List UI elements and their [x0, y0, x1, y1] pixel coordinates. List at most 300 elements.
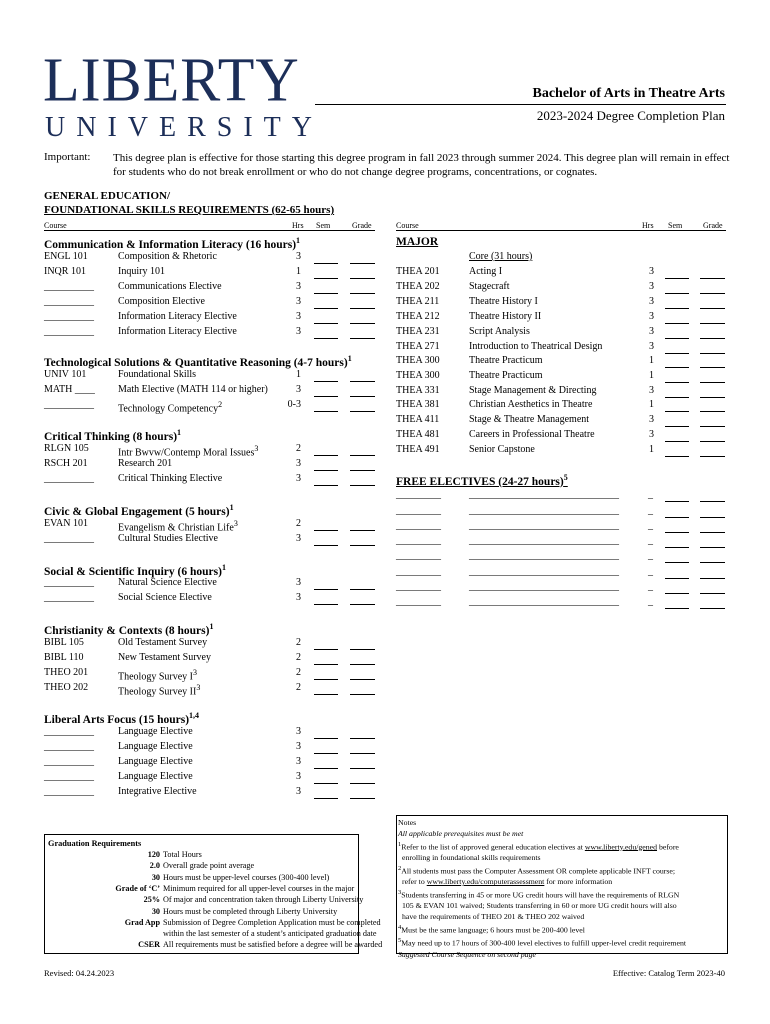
section-title-sup: 1 [209, 622, 214, 631]
major-course-code: THEA 481 [396, 429, 440, 440]
gen-ed-hours: 2 [296, 682, 301, 693]
grade-blank[interactable] [700, 569, 725, 579]
gen-ed-hours: 3 [296, 533, 301, 544]
important-label: Important: [44, 151, 91, 163]
free-elective-name-blank[interactable]: ______________________________ [469, 535, 619, 546]
major-course-code: THEA 491 [396, 444, 440, 455]
grade-blank-cell [350, 592, 375, 610]
grad-title: Graduation Requirements [48, 839, 142, 848]
grade-blank[interactable] [350, 655, 375, 665]
semester-blank[interactable] [665, 584, 689, 594]
course-name-text: Composition Elective [118, 296, 205, 307]
grade-blank[interactable] [350, 521, 375, 531]
grade-blank[interactable] [700, 299, 725, 309]
grade-blank[interactable] [700, 523, 725, 533]
major-course-name: Theatre History II [469, 311, 542, 322]
major-course-name: Stage Management & Directing [469, 385, 597, 396]
semester-blank[interactable] [314, 640, 338, 650]
grade-blank[interactable] [700, 269, 725, 279]
gen-ed-course-name [118, 518, 238, 534]
grade-blank[interactable] [350, 387, 375, 397]
grade-blank[interactable] [350, 744, 375, 754]
free-elective-hours-blank[interactable]: _ [648, 505, 653, 516]
note-5: $^5$May need up to 17 hours of 300-400 level electives to fulfill upper-level credit requirement [398, 937, 687, 948]
grade-blank[interactable] [700, 284, 725, 294]
gen-ed-course-code: __________ [44, 296, 94, 307]
semester-blank[interactable] [314, 372, 338, 382]
major-course-code: THEA 300 [396, 370, 440, 381]
semester-blank-cell [314, 533, 338, 551]
gen-ed-course-code: INQR 101 [44, 266, 86, 277]
grade-blank[interactable] [350, 759, 375, 769]
grade-blank[interactable] [350, 685, 375, 695]
semester-blank[interactable] [314, 536, 338, 546]
grad-requirement-line [45, 917, 381, 927]
grad-requirement-line [45, 929, 377, 939]
grade-blank[interactable] [350, 254, 375, 264]
major-col-hrs-header: Hrs [642, 221, 654, 230]
gen-ed-hours: 3 [296, 296, 301, 307]
semester-blank[interactable] [314, 314, 338, 324]
major-col-sem-header: Sem [668, 221, 683, 230]
gen-ed-course-name [118, 682, 200, 698]
note-3-text: Students transferring in 45 or more UG credit hours will have the requirements of RLGN [401, 890, 680, 900]
grad-requirement-line [45, 940, 383, 950]
gen-ed-course-name [118, 756, 193, 768]
grade-blank[interactable] [700, 599, 725, 609]
semester-blank[interactable] [665, 344, 689, 354]
grade-blank[interactable] [700, 373, 725, 383]
gen-ed-heading-2: FOUNDATIONAL SKILLS REQUIREMENTS (62-65 hours) [44, 204, 335, 216]
course-name-text: Language Elective [118, 756, 193, 767]
grade-blank[interactable] [350, 729, 375, 739]
semester-blank-cell [314, 682, 338, 700]
semester-blank[interactable] [665, 508, 689, 518]
notes-title: Notes [398, 818, 417, 827]
semester-blank[interactable] [314, 521, 338, 531]
gen-ed-course-name [118, 266, 165, 278]
course-name-text: Theology Survey I [118, 671, 193, 683]
major-hours: 3 [649, 326, 654, 337]
grade-blank[interactable] [700, 432, 725, 442]
grade-blank[interactable] [700, 344, 725, 354]
free-elective-hours-blank[interactable]: _ [648, 535, 653, 546]
grad-requirement-line [45, 850, 358, 859]
section-title-sup: 1 [177, 428, 182, 437]
note-5-text: May need up to 17 hours of 300-400 level electives to fulfill upper-level credit requirement [401, 938, 687, 948]
gen-ed-hours: 3 [296, 756, 301, 767]
semester-blank[interactable] [665, 523, 689, 533]
grade-blank[interactable] [350, 314, 375, 324]
grade-blank-cell [350, 473, 375, 491]
grade-blank[interactable] [700, 388, 725, 398]
section-title-sup: 1,4 [189, 711, 200, 720]
grade-blank[interactable] [350, 595, 375, 605]
grade-blank[interactable] [350, 580, 375, 590]
major-course-code: THEA 331 [396, 385, 440, 396]
gen-ed-course-name [118, 281, 222, 293]
gen-ed-hours: 3 [296, 741, 301, 752]
course-name-text: Language Elective [118, 771, 193, 782]
free-elective-course-blank[interactable]: _________ [396, 581, 441, 592]
semester-blank[interactable] [665, 269, 689, 279]
gen-ed-section-heading [44, 622, 213, 637]
gen-ed-course-code: __________ [44, 473, 94, 484]
section-title: Critical Thinking (8 hours) [44, 430, 178, 443]
gen-ed-course-name [118, 443, 258, 459]
gen-ed-course-code: __________ [44, 771, 94, 782]
grade-blank[interactable] [700, 538, 725, 548]
semester-blank[interactable] [314, 670, 338, 680]
grade-blank-cell [350, 682, 375, 700]
free-elective-name-blank[interactable]: ______________________________ [469, 505, 619, 516]
gen-ed-course-code: __________ [44, 592, 94, 603]
major-hours: 1 [649, 370, 654, 381]
grade-blank[interactable] [700, 329, 725, 339]
grade-blank[interactable] [700, 314, 725, 324]
gen-ed-hours: 3 [296, 458, 301, 469]
free-electives-sup: 5 [563, 473, 568, 482]
section-title: Communication & Information Literacy (16 hours) [44, 238, 297, 251]
gened-link[interactable]: www.liberty.edu/gened [584, 842, 658, 852]
grade-blank[interactable] [350, 269, 375, 279]
semester-blank[interactable] [665, 417, 689, 427]
free-elective-course-blank[interactable]: _________ [396, 489, 441, 500]
semester-blank-cell [314, 786, 338, 804]
section-title-sup: 1 [347, 354, 352, 363]
grad-requirement-text: Minimum required for all upper-level courses in the major [163, 883, 355, 893]
notes-outro: Suggested Course Sequence on second page [398, 949, 536, 959]
major-hours: 3 [649, 414, 654, 425]
semester-blank[interactable] [314, 461, 338, 471]
semester-blank[interactable] [314, 284, 338, 294]
free-elective-hours-blank[interactable]: _ [648, 550, 653, 561]
gen-ed-course-name [118, 667, 197, 683]
semester-blank-cell [314, 473, 338, 491]
gen-ed-hours: 2 [296, 637, 301, 648]
semester-blank[interactable] [314, 655, 338, 665]
semester-blank[interactable] [314, 729, 338, 739]
gen-ed-course-code: ENGL 101 [44, 251, 88, 262]
major-course-name: Stagecraft [469, 281, 510, 292]
gen-ed-course-name [118, 533, 218, 545]
col-hrs-header: Hrs [292, 221, 304, 230]
gen-ed-hours: 3 [296, 384, 301, 395]
gen-ed-course-name [118, 786, 197, 798]
course-name-text: Inquiry 101 [118, 266, 165, 277]
semester-blank[interactable] [665, 388, 689, 398]
gen-ed-section-heading [44, 503, 234, 518]
note-3-cont-2: have the requirements of THEO 201 & THEO 202 waived [402, 912, 585, 922]
grade-blank[interactable] [700, 508, 725, 518]
grade-blank[interactable] [350, 789, 375, 799]
note-2-text: All students must pass the Computer Assessment OR complete applicable INFT course; [401, 866, 676, 876]
gen-ed-hours: 3 [296, 311, 301, 322]
gen-ed-course-name [118, 726, 193, 738]
grade-blank[interactable] [350, 446, 375, 456]
course-name-text: Old Testament Survey [118, 637, 208, 648]
note-2: $^2$All students must pass the Computer Assessment OR complete applicable INFT course; [398, 864, 676, 876]
important-text: This degree plan is effective for those starting this degree program in fall 2023 through summer 2024. This degree plan will remain in effect for students who do not break enrollment or who do not change degree programs, concentrations, or cognates. [113, 152, 730, 178]
semester-blank[interactable] [314, 476, 338, 486]
major-hours: 3 [649, 266, 654, 277]
gen-ed-header-rule [44, 230, 375, 231]
semester-blank[interactable] [314, 744, 338, 754]
course-name-sup: 2 [218, 400, 223, 409]
course-name-text: Language Elective [118, 726, 193, 737]
course-name-text: Foundational Skills [118, 369, 197, 380]
major-course-code: THEA 271 [396, 341, 440, 352]
gen-ed-course-code: BIBL 105 [44, 637, 84, 648]
grade-blank[interactable] [350, 670, 375, 680]
gen-ed-course-code: THEO 201 [44, 667, 89, 678]
major-course-code: THEA 212 [396, 311, 440, 322]
title-divider [315, 104, 726, 105]
gen-ed-course-code: __________ [44, 326, 94, 337]
computer-assessment-link[interactable]: www.liberty.edu/computerassessment [426, 877, 545, 887]
grade-blank[interactable] [350, 774, 375, 784]
course-name-text: Composition & Rhetoric [118, 251, 217, 262]
gen-ed-course-name [118, 637, 207, 649]
semester-blank[interactable] [665, 358, 689, 368]
grad-requirement-line [45, 907, 358, 916]
major-course-code: THEA 201 [396, 266, 440, 277]
grad-requirement-key: 30 [151, 872, 160, 882]
major-hours: 3 [649, 429, 654, 440]
semester-blank[interactable] [665, 299, 689, 309]
free-elective-hours-blank[interactable]: _ [648, 581, 653, 592]
note-4: $^4$Must be the same language; 6 hours must be 200-400 level [398, 923, 585, 935]
major-course-name: Senior Capstone [469, 444, 535, 455]
major-col-course-header: Course [396, 221, 419, 230]
major-course-name: Stage & Theatre Management [469, 414, 590, 425]
free-elective-hours-blank[interactable]: _ [648, 520, 653, 531]
free-elective-name-blank[interactable]: ______________________________ [469, 550, 619, 561]
major-col-grade-header: Grade [703, 221, 723, 230]
grad-requirement-text: Total Hours [163, 850, 202, 859]
note-2-text-c: for more information [544, 877, 613, 887]
course-name-text: Information Literacy Elective [118, 326, 237, 337]
grade-blank[interactable] [350, 461, 375, 471]
grade-blank[interactable] [350, 476, 375, 486]
section-title: Civic & Global Engagement (5 hours) [44, 505, 230, 518]
free-elective-hours-blank[interactable]: _ [648, 489, 653, 500]
semester-blank[interactable] [314, 774, 338, 784]
col-course-header: Course [44, 221, 67, 230]
free-elective-course-blank[interactable]: _________ [396, 596, 441, 607]
grade-blank[interactable] [350, 329, 375, 339]
grad-requirement-key: Grad App [124, 917, 160, 927]
course-name-text: Natural Science Elective [118, 577, 217, 588]
free-elective-course-blank[interactable]: _________ [396, 550, 441, 561]
grade-blank[interactable] [350, 402, 375, 412]
free-electives-heading [396, 473, 568, 488]
semester-blank[interactable] [314, 685, 338, 695]
note-2-cont [398, 877, 726, 888]
free-elective-name-blank[interactable]: ______________________________ [469, 489, 619, 500]
course-name-sup: 3 [254, 444, 259, 453]
major-hours: 3 [649, 281, 654, 292]
major-course-name: Theatre Practicum [469, 355, 543, 366]
page-subtitle: 2023-2024 Degree Completion Plan [536, 108, 725, 123]
gen-ed-heading-1: GENERAL EDUCATION/ [44, 190, 171, 202]
col-grade-header: Grade [352, 221, 372, 230]
note-2-text-b: refer to [402, 877, 427, 887]
liberty-logo-wordmark: LIBERTY [43, 44, 300, 115]
major-course-code: THEA 411 [396, 414, 440, 425]
grade-blank[interactable] [350, 536, 375, 546]
semester-blank[interactable] [314, 387, 338, 397]
semester-blank[interactable] [665, 329, 689, 339]
semester-blank[interactable] [314, 299, 338, 309]
course-name-text: Integrative Elective [118, 786, 197, 797]
grad-requirement-key: 30 [151, 906, 160, 916]
gen-ed-hours: 0-3 [287, 399, 301, 410]
gen-ed-course-name [118, 652, 211, 664]
gen-ed-course-name [118, 771, 193, 783]
major-header-rule [396, 230, 726, 231]
free-elective-name-blank[interactable]: ______________________________ [469, 566, 619, 577]
semester-blank[interactable] [665, 569, 689, 579]
grade-blank[interactable] [700, 358, 725, 368]
note-3-cont-1: 105 & EVAN 101 waived; Students transferring in 60 or more UG credit hours will also [402, 901, 677, 911]
semester-blank[interactable] [665, 314, 689, 324]
major-hours: 3 [649, 385, 654, 396]
gen-ed-course-code: __________ [44, 741, 94, 752]
free-elective-hours-blank[interactable]: _ [648, 596, 653, 607]
major-hours: 3 [649, 296, 654, 307]
semester-blank[interactable] [314, 446, 338, 456]
major-course-code: THEA 211 [396, 296, 440, 307]
free-elective-course-blank[interactable]: _________ [396, 535, 441, 546]
effective-term: Effective: Catalog Term 2023-40 [612, 968, 725, 978]
course-name-text: Intr Bwvw/Contemp Moral Issues [118, 447, 255, 459]
semester-blank[interactable] [665, 553, 689, 563]
semester-blank[interactable] [314, 329, 338, 339]
semester-blank-cell [314, 592, 338, 610]
semester-blank[interactable] [314, 595, 338, 605]
gen-ed-hours: 2 [296, 518, 301, 529]
gen-ed-section-heading [44, 236, 300, 251]
gen-ed-course-name [118, 326, 237, 338]
note-1-text-b: before [657, 842, 679, 852]
semester-blank[interactable] [314, 269, 338, 279]
semester-blank[interactable] [665, 599, 689, 609]
grad-requirement-line [45, 873, 358, 882]
free-elective-course-blank[interactable]: _________ [396, 566, 441, 577]
gen-ed-course-name [118, 473, 222, 485]
grade-blank[interactable] [700, 417, 725, 427]
free-elective-name-blank[interactable]: ______________________________ [469, 596, 619, 607]
gen-ed-hours: 3 [296, 771, 301, 782]
major-hours: 1 [649, 444, 654, 455]
semester-blank-cell [314, 399, 338, 417]
grad-requirement-key: CSER [138, 940, 160, 950]
grade-blank[interactable] [700, 447, 725, 457]
grade-blank-cell [350, 786, 375, 804]
gen-ed-section-heading [44, 354, 352, 369]
grade-blank[interactable] [700, 402, 725, 412]
gen-ed-hours: 3 [296, 326, 301, 337]
course-name-text: Evangelism & Christian Life [118, 522, 234, 534]
grade-blank[interactable] [700, 553, 725, 563]
gen-ed-course-code: RLGN 105 [44, 443, 89, 454]
grad-requirement-line [45, 861, 358, 870]
semester-blank[interactable] [314, 254, 338, 264]
major-hours: 3 [649, 311, 654, 322]
gen-ed-hours: 3 [296, 592, 301, 603]
major-course-code: THEA 231 [396, 326, 440, 337]
gen-ed-course-code: THEO 202 [44, 682, 89, 693]
major-course-code: THEA 381 [396, 399, 440, 410]
semester-blank[interactable] [314, 402, 338, 412]
free-elective-name-blank[interactable]: ______________________________ [469, 581, 619, 592]
semester-blank[interactable] [665, 402, 689, 412]
semester-blank[interactable] [665, 284, 689, 294]
gen-ed-course-name [118, 592, 212, 604]
course-name-text: Theology Survey II [118, 686, 197, 698]
graduation-requirements-box [44, 834, 383, 954]
major-course-code: THEA 300 [396, 355, 440, 366]
semester-blank[interactable] [665, 432, 689, 442]
note-3: $^3$Students transferring in 45 or more UG credit hours will have the requirements of RLGN [398, 888, 680, 900]
free-elective-hours-blank[interactable]: _ [648, 566, 653, 577]
semester-blank[interactable] [314, 759, 338, 769]
grade-blank[interactable] [700, 584, 725, 594]
semester-blank[interactable] [665, 373, 689, 383]
free-electives-title: FREE ELECTIVES (24-27 hours) [396, 475, 564, 488]
grade-blank[interactable] [700, 492, 725, 502]
section-title-sup: 1 [221, 563, 226, 572]
course-name-text: New Testament Survey [118, 652, 211, 663]
grad-requirement-key: Grade of ‘C’ [115, 883, 160, 893]
grad-requirement-text: Submission of Degree Completion Application must be completed [163, 917, 381, 927]
grade-blank[interactable] [350, 284, 375, 294]
semester-blank[interactable] [665, 447, 689, 457]
course-name-text: Critical Thinking Elective [118, 473, 223, 484]
semester-blank[interactable] [665, 538, 689, 548]
section-title: Liberal Arts Focus (15 hours) [44, 713, 190, 726]
note-1: $^1$Refer to the list of approved general education electives at www.liberty.edu/gened before [398, 840, 679, 852]
gen-ed-course-name [118, 577, 217, 589]
major-hours: 3 [649, 341, 654, 352]
major-course-name: Careers in Professional Theatre [469, 429, 595, 440]
grade-blank[interactable] [350, 372, 375, 382]
gen-ed-hours: 1 [296, 266, 301, 277]
gen-ed-hours: 3 [296, 473, 301, 484]
gen-ed-course-name [118, 399, 222, 415]
note-4-text: Must be the same language; 6 hours must be 200-400 level [401, 925, 585, 935]
grade-blank[interactable] [350, 640, 375, 650]
gen-ed-course-name [118, 741, 193, 753]
grad-requirement-text: Hours must be upper-level courses (300-400 level) [163, 872, 330, 882]
gen-ed-course-code: EVAN 101 [44, 518, 88, 529]
section-title: Christianity & Contexts (8 hours) [44, 624, 210, 637]
free-elective-course-blank[interactable]: _________ [396, 520, 441, 531]
section-title-sup: 1 [229, 503, 234, 512]
gen-ed-course-code: __________ [44, 577, 94, 588]
semester-blank[interactable] [665, 492, 689, 502]
major-hours: 1 [649, 355, 654, 366]
free-elective-name-blank[interactable]: ______________________________ [469, 520, 619, 531]
note-1-text: Refer to the list of approved general education electives at [401, 842, 585, 852]
grade-blank[interactable] [350, 299, 375, 309]
semester-blank[interactable] [314, 789, 338, 799]
university-logo-wordmark: UNIVERSITY [45, 112, 323, 143]
semester-blank[interactable] [314, 580, 338, 590]
grad-requirement-key: 25% [143, 895, 160, 905]
free-elective-course-blank[interactable]: _________ [396, 505, 441, 516]
